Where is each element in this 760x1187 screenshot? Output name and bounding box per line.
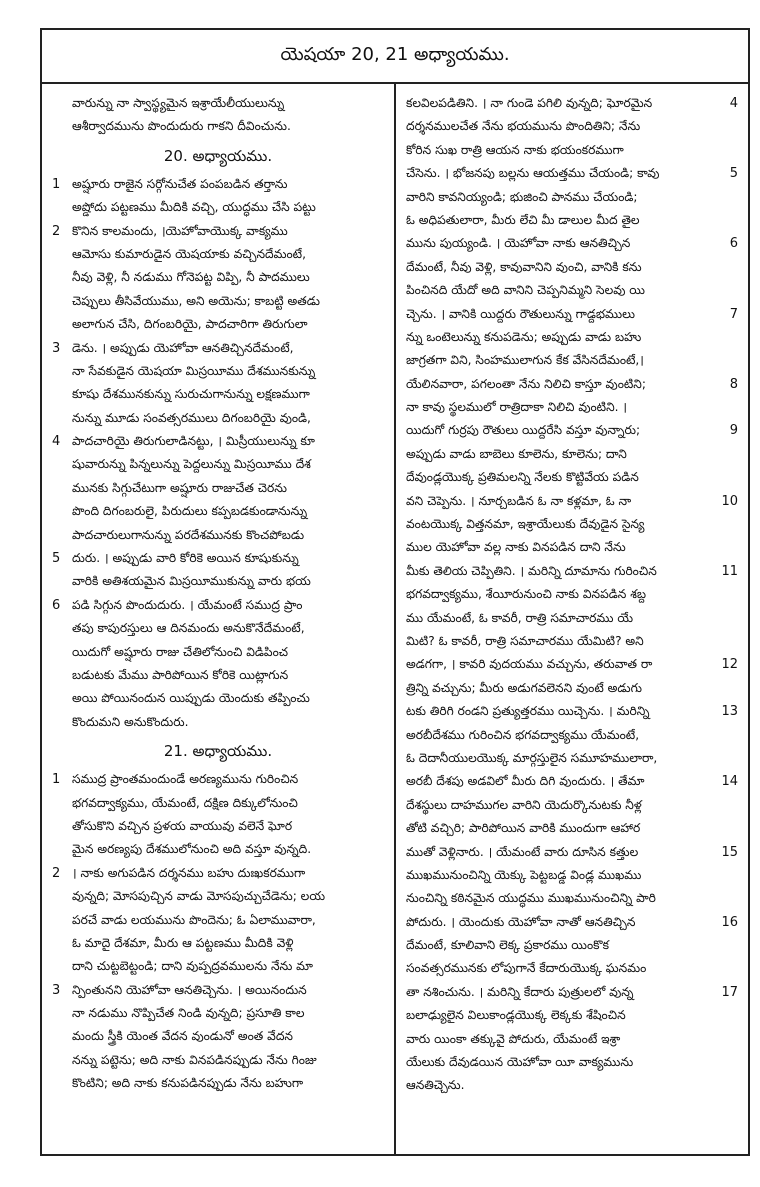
text-line <box>406 724 738 747</box>
verse-text: దేవుండ్లయొక్క ప్రతిమలన్ని నేలకు కొట్టివేయ పడిన <box>406 470 639 485</box>
verse-text: నా కావు స్థలములో రాత్రిదాకా నిలిచి వుంటిని. । <box>406 400 628 415</box>
text-line <box>52 664 384 687</box>
text-line <box>406 115 738 138</box>
text-line <box>52 115 384 138</box>
text-line <box>52 407 384 430</box>
text-line <box>52 979 384 1002</box>
page-title: యెషయా 20, 21 అధ్యాయము. <box>280 43 510 65</box>
left-column <box>42 84 396 1154</box>
verse-text: షువారున్ను పిన్నలున్ను పెద్దలున్ను మిస్రయీము దేశ <box>72 457 311 472</box>
verse-text: నన్ను పట్టెను; అది నాకు వినపడినప్పుడు నేను గింజు <box>72 1052 317 1067</box>
verse-text: నా సేవకుడైన యెషయా మిస్రయీము దేశమునకున్ను <box>72 363 316 378</box>
verse-number: 6 <box>52 597 61 613</box>
text-line <box>406 256 738 279</box>
text-line <box>52 360 384 383</box>
verse-text: ముతో వెళ్లినారు. । యేమంటే వారు దూసిన కత్తుల <box>406 844 639 859</box>
verse-text: వారున్ను నా స్వాస్థ్యమైన ఇశ్రాయేలీయులున్ను <box>72 96 285 110</box>
verse-text: అష్డోదు పట్టణము మీదికి వచ్చి, యుద్ధము చేసి పట్టు <box>72 200 316 215</box>
verse-text: ముఖమునుంచిన్ని యెక్కు పెట్టబడ్డ విండ్ల ముఖము <box>406 867 642 882</box>
verse-text: బడుటకు మేము పారిపోయిన కోరికె యిట్లాగున <box>72 667 289 682</box>
text-line <box>52 173 384 196</box>
verse-text: పొంది దిగంబరులై, పిరుదులు కప్పబడకుండానున్ను <box>72 504 308 519</box>
text-line <box>406 490 738 513</box>
text-line <box>406 747 738 770</box>
verse-text: యేలినవారా, పగలంతా నేను నిలిచి కాస్తూ వుంటిని; <box>406 376 646 391</box>
verse-text: పోదురు. । యెందుకు యెహోవా నాతో ఆనతిచ్చిన <box>406 914 636 929</box>
text-line <box>406 162 738 185</box>
text-line <box>52 243 384 266</box>
text-line <box>406 1074 738 1097</box>
verse-text: ఆశీర్వాదమును పొందుదురు గాకని దీవించును. <box>72 119 291 134</box>
verse-text: । నాకు అగుపడిన దర్శనము బహు దుఃఖకరముగా <box>72 865 306 880</box>
verse-text: న్ను ఒంటెలున్ను కనుపడెను; అప్పుడు వాడు బహు <box>406 329 642 344</box>
verse-number: 10 <box>721 493 738 509</box>
verse-number: 2 <box>52 865 61 881</box>
text-line <box>406 560 738 583</box>
verse-text: మిటి? ఓ కావరీ, రాత్రి సమాచారము యేమిటి? అని <box>406 633 644 648</box>
verse-text: పరచే వాడు లయమును పొందెను; ఓ ఏలామువారా, <box>72 912 316 927</box>
verse-number: 5 <box>729 166 738 182</box>
text-line <box>406 700 738 723</box>
text-line <box>52 313 384 336</box>
text-line <box>406 1028 738 1051</box>
verse-number: 13 <box>721 704 738 720</box>
text-line <box>406 677 738 700</box>
verse-text: దాని చుట్టబెట్టండి; దాని వుప్పద్రవములను నేను మా <box>72 959 313 974</box>
verse-text: నుంచిన్ని కఠినమైన యుద్ధము ముఖమునుంచిన్ని పారి <box>406 891 656 906</box>
text-line <box>52 1072 384 1095</box>
text-line <box>52 477 384 500</box>
text-line <box>52 792 384 815</box>
text-line <box>406 443 738 466</box>
text-line <box>406 841 738 864</box>
verse-text: అలాగున చేసి, దిగంబరియై, పాదచారిగా తిరుగులా <box>72 317 308 332</box>
text-line <box>406 92 738 115</box>
verse-number: 1 <box>52 772 61 788</box>
verse-text: భగవద్వాక్యము, శేయీరునుంచి నాకు వినపడిన శబ్ద <box>406 587 647 602</box>
text-line <box>406 303 738 326</box>
verse-text: దురు. । అప్పుడు వారి కోరికె అయిన కూషుకున్ను <box>72 551 299 566</box>
text-line <box>406 957 738 980</box>
right-column <box>396 84 748 1154</box>
verse-number: 14 <box>721 774 738 790</box>
verse-text: యిదుగో అష్షూరు రాజు చేతిలోనుంచి విడిపించ <box>72 644 289 659</box>
verse-text: కోరిన సుఖ రాత్రి ఆయన నాకు భయంకరముగా <box>406 142 624 157</box>
chapter-heading: 20. అధ్యాయము. <box>163 146 273 165</box>
text-line <box>52 838 384 861</box>
verse-number: 4 <box>729 96 738 111</box>
text-line <box>406 279 738 302</box>
text-line <box>52 955 384 978</box>
verse-number: 7 <box>729 306 738 322</box>
text-line <box>52 500 384 523</box>
verse-text: కలవిలపడితిని. । నా గుండె పగిలి వున్నది; ఘోరమైన <box>406 96 653 110</box>
text-line <box>52 594 384 617</box>
verse-text: అరబీదేశము గురించిన భగవద్వాక్యము యేమంటే, <box>406 727 640 742</box>
two-column-body <box>42 84 748 1154</box>
verse-text: మును పుయ్యండి. । యెహోవా నాకు ఆనతిచ్చిన <box>406 236 631 251</box>
verse-number: 1 <box>52 176 61 192</box>
text-line <box>406 911 738 934</box>
verse-text: చేసెను. । భోజనపు బల్లను ఆయత్తము చేయండి; కావు <box>406 166 660 181</box>
verse-text: సముద్ర ప్రాంతమందుండే అరణ్యమును గురించిన <box>72 772 299 787</box>
verse-text: బలాఢ్యులైన విలుకాండ్లయొక్క లెక్కకు శేషించిన <box>406 1008 626 1023</box>
verse-text: మైన అరణ్యపు దేశములోనుంచి అది వస్తూ వున్నది. <box>72 842 312 857</box>
verse-text: ము యేమంటే, ఓ కావరీ, రాత్రి సమాచారము యే <box>406 610 634 625</box>
text-line <box>406 139 738 162</box>
verse-text: అయి పోయినందున యిప్పుడు యెందుకు తప్పించు <box>72 691 310 706</box>
verse-number: 2 <box>52 223 61 239</box>
text-line <box>406 186 738 209</box>
text-line <box>406 630 738 653</box>
text-line <box>52 220 384 243</box>
verse-text: తా నశించును. । మరిన్ని కేదారు పుత్రులలో వున్న <box>406 984 634 999</box>
verse-text: తోసుకొని వచ్చిన ప్రళయ వాయువు వలెనే ఘోర <box>72 818 293 833</box>
verse-text: పాదచారియై తిరుగులాడినట్టు, । మిస్రీయులున్ను కూ <box>72 434 315 449</box>
text-line <box>406 607 738 630</box>
text-line <box>52 687 384 710</box>
text-line <box>52 337 384 360</box>
verse-text: తోటి వచ్చిరి; పారిపోయిన వారికి ముందుగా ఆహార <box>406 821 641 836</box>
verse-text: వని చెప్పెను. । నూర్చబడిన ఓ నా కళ్లమా, ఓ నా <box>406 493 632 508</box>
text-line <box>52 617 384 640</box>
verse-text: ఓ అధిపతులారా, మీరు లేచి మీ డాలుల మీద తైల <box>406 212 640 227</box>
verse-number: 6 <box>729 236 738 252</box>
verse-text: వారికి అతిశయమైన మిస్రయీముకున్ను వారు భయ <box>72 574 311 589</box>
text-line <box>406 466 738 489</box>
text-line <box>52 862 384 885</box>
text-line <box>406 209 738 232</box>
text-line <box>406 934 738 957</box>
verse-text: కూషు దేశమునకున్ను సురుచుగానున్ను లక్షణముగా <box>72 387 310 402</box>
verse-text: కొనిన కాలమందు, ।యెహోవాయొక్క వాక్యము <box>72 223 288 238</box>
text-line <box>52 932 384 955</box>
verse-number: 11 <box>721 563 738 579</box>
text-line <box>406 887 738 910</box>
text-line <box>52 768 384 791</box>
verse-text: వారు యింకా తక్కువై పోదురు, యేమంటే ఇశ్రా <box>406 1031 621 1046</box>
verse-text: త్రిన్ని వచ్చును; మీరు అడుగవలెనని వుంటే అడుగు <box>406 680 642 695</box>
verse-text: పడి సిగ్గున పొందుదురు. । యేమంటే సముద్ర ప్రాం <box>72 597 303 612</box>
verse-text: పించినది యేదో అది వానిని చెప్పనిమ్మని సెలవు యి <box>406 283 645 298</box>
text-line <box>52 430 384 453</box>
verse-text: భగవద్వాక్యము, యేమంటే, దక్షిణ దిక్కులోనుంచి <box>72 795 298 810</box>
verse-text: నీవు వెళ్లి, నీ నడుము గోనెపట్ట విప్పి, నీ పాదములు <box>72 270 310 285</box>
text-line <box>406 817 738 840</box>
verse-number: 5 <box>52 551 61 567</box>
verse-text: యిదుగో గుర్రపు రౌతులు యిద్దరేసి వస్తూ వున్నారు; <box>406 423 641 438</box>
verse-text: కొంటిని; అది నాకు కనుపడినప్పుడు నేను బహుగా <box>72 1076 304 1091</box>
text-line <box>52 266 384 289</box>
chapter-heading: 21. అధ్యాయము. <box>163 742 273 761</box>
verse-number: 4 <box>52 434 61 450</box>
verse-number: 16 <box>721 914 738 930</box>
text-line <box>52 909 384 932</box>
verse-text: దర్శనములచేత నేను భయమును పొందితిని; నేను <box>406 119 641 134</box>
verse-text: మందు స్త్రీకి యెంత వేదన వుండునో అంత వేదన <box>72 1029 293 1044</box>
verse-text: కొందుమని అనుకొందురు. <box>72 714 189 729</box>
text-line <box>52 570 384 593</box>
text-line <box>52 1002 384 1025</box>
text-line <box>406 583 738 606</box>
verse-text: చెప్పులు తీసివేయుము, అని అయెను; కాబట్టి అతడు <box>72 293 321 308</box>
text-line <box>406 981 738 1004</box>
text-line <box>52 196 384 219</box>
text-line <box>406 536 738 559</box>
text-line <box>406 232 738 255</box>
verse-text: ఆనతిచ్చెను. <box>406 1078 465 1093</box>
verse-text: అడగగా, । కావరి వుదయము వచ్చును, తరువాత రా <box>406 657 653 672</box>
verse-text: నా నడుము నొప్పిచేత నిండి వున్నది; ప్రసూతి కాల <box>72 1006 305 1021</box>
text-line <box>52 383 384 406</box>
text-line <box>406 1051 738 1074</box>
text-line <box>52 92 384 115</box>
verse-text: టకు తిరిగి రండని ప్రత్యుత్తరము యిచ్చెను. । మరిన్ని <box>406 704 650 719</box>
verse-number: 3 <box>52 340 61 356</box>
verse-text: జాగ్రతగా విని, సింహములాగున కేక వేసినదేమంటే,। <box>406 353 644 368</box>
text-line <box>52 641 384 664</box>
verse-text: అరబీ దేశపు అడవిలో మీరు దిగి వుందురు. । తేమా <box>406 774 645 789</box>
verse-text: మీకు తెలియ చెప్పితిని. । మరిన్ని దూమాను గురించిన <box>406 563 657 578</box>
text-line <box>406 864 738 887</box>
verse-text: ఓ మాదై దేశమా, మీరు ఆ పట్టణము మీదికి వెళ్లి <box>72 935 294 950</box>
verse-text: న్పింతునని యెహోవా ఆనతిచ్చెను. । అయినందున <box>72 982 307 997</box>
verse-text: వంటయొక్క విత్తనమా, ఇశ్రాయేలుకు దేవుడైన సైన్య <box>406 517 645 532</box>
page-header <box>42 30 748 84</box>
verse-text: తపు కాపురస్తులు ఆ దినమందు అనుకొనేదేమంటే, <box>72 621 305 636</box>
verse-text: యేలుకు దేవుడయిన యెహోవా యీ వాక్యమును <box>406 1055 634 1070</box>
verse-text: ఓ దెదానీయులయొక్క మార్గస్తులైన సమూహములారా, <box>406 750 658 765</box>
verse-text: ముల యెహోవా వల్ల నాకు వినపడిన దాని నేను <box>406 540 626 555</box>
verse-number: 8 <box>729 376 738 392</box>
verse-number: 3 <box>52 982 61 998</box>
verse-text: దేమంటే, నీవు వెళ్లి, కావువానిని వుంచి, వానికి కను <box>406 259 642 274</box>
verse-text: వారిని కావనియ్యండి; భుజించి పానము చేయండి; <box>406 189 638 204</box>
text-line <box>52 885 384 908</box>
verse-text: దేమంటే, కూలివాని లెక్క ప్రకారము యింకొక <box>406 938 609 953</box>
verse-text: డెను. । అప్పుడు యెహోవా ఆనతిచ్చినదేమంటే, <box>72 340 294 355</box>
text-line <box>52 290 384 313</box>
verse-text: వున్నది; మోసపుచ్చిన వాడు మోసపుచ్చుచేడెను; లయ <box>72 889 325 904</box>
verse-text: అష్షూరు రాజైన సర్గోనుచేత పంపబడిన తర్తాను <box>72 176 288 191</box>
verse-text: ఆమోసు కుమారుడైన యెషయాకు వచ్చినదేమంటే, <box>72 246 306 261</box>
verse-text: మునకు సిగ్గుచేటుగా అష్షూరు రాజుచేత చెరను <box>72 480 287 495</box>
verse-text: సంవత్సరమునకు లోపుగానే కేదారుయొక్క ఘనమం <box>406 961 647 976</box>
text-line <box>52 453 384 476</box>
verse-text: పాదచారులుగానున్ను పరదేశమునకు కొంచపోబడు <box>72 527 305 542</box>
verse-number: 9 <box>729 423 738 439</box>
verse-number: 12 <box>721 657 738 673</box>
scripture-page <box>40 28 750 1156</box>
verse-number: 15 <box>721 844 738 860</box>
text-line <box>52 815 384 838</box>
text-line <box>406 794 738 817</box>
text-line <box>52 547 384 570</box>
text-line <box>52 1049 384 1072</box>
text-line <box>406 770 738 793</box>
verse-text: అప్పుడు వాడు బాబెలు కూలెను, కూలెను; దాని <box>406 446 627 461</box>
verse-text: చ్చెను. । వానికి యిద్దరు రౌతులున్ను గాడ్దభములు <box>406 306 635 321</box>
verse-number: 17 <box>721 984 738 1000</box>
verse-text: దేశస్థులు దాహముగల వారిని యెదుర్కొనుటకు నీళ్ల <box>406 797 642 812</box>
text-line <box>52 524 384 547</box>
text-line <box>406 653 738 676</box>
text-line <box>406 373 738 396</box>
text-line <box>52 711 384 734</box>
text-line <box>406 349 738 372</box>
text-line <box>406 396 738 419</box>
text-line <box>406 513 738 536</box>
text-line <box>406 1004 738 1027</box>
text-line <box>406 419 738 442</box>
text-line <box>52 1025 384 1048</box>
verse-text: నున్ను మూడు సంవత్సరములు దిగంబరియై వుండి, <box>72 410 311 425</box>
text-line <box>406 326 738 349</box>
